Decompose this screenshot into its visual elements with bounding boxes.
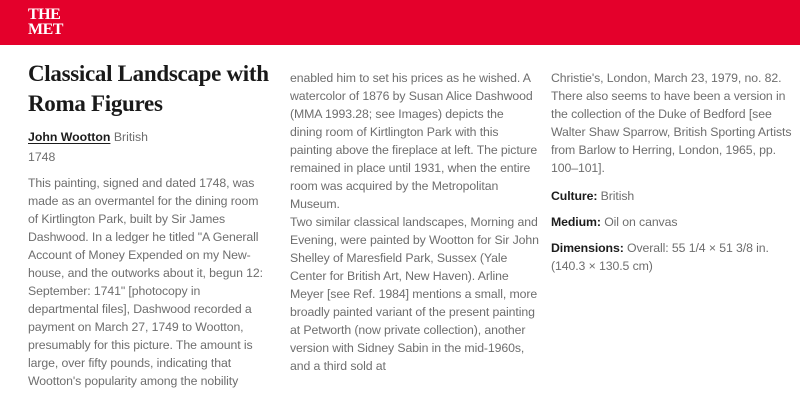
column-provenance-and-details — [551, 59, 799, 390]
description-paragraph: enabled him to set his prices as he wished. A watercolor of 1876 by Susan Alice Dashwood (MMA 1993.28; see Images) depicts the dining room of Kirtlington Park with this painting above the fireplace at left. The picture remained in place until 1931, when the entire room was acquired by the Metropolitan Museum. — [290, 71, 538, 211]
artwork-title-line-2: Roma Figures — [28, 91, 163, 116]
description-column-3 — [551, 69, 799, 177]
artist-row — [28, 128, 264, 146]
artwork-date: 1748 — [28, 150, 56, 164]
met-logo[interactable] — [28, 8, 63, 37]
culture-label: Culture: — [551, 189, 598, 203]
column-description-continued — [290, 59, 539, 390]
artist-nationality: British — [113, 130, 149, 144]
met-logo-line-2: MET — [28, 20, 63, 38]
description-paragraph: Two similar classical landscapes, Morning and Evening, were painted by Wootton for Sir John Shelley of Maresfield Park, Sussex (Yale Center for British Art, New Haven). Arline Meyer [see Ref. 1984] mentions a small, more broadly painted variant of the present painting at Petworth (now private collection), another version with Sidney Sabin in the mid-1960s, and a third sold at — [290, 215, 539, 373]
dimensions-field — [551, 239, 799, 275]
medium-value: Oil on canvas — [604, 215, 678, 229]
description-paragraph: This painting, signed and dated 1748, was made as an overmantel for the dining room of Kirtlington Park, built by Sir James Dashwood. In a ledger he titled "A Generall Account of Money Expended on my New-house, and the outworks about it, begun 12: September: 1741" [photocopy in departmental files], Dashwood recorded a payment on March 27, 1749 to Wootton, presumably for this picture. The amount is large, over fifty pounds, indicating that Wootton's popularity among the nobility — [28, 176, 263, 388]
medium-field — [551, 213, 799, 231]
culture-value: British — [600, 189, 635, 203]
artwork-title-line-1: Classical Landscape with — [28, 61, 269, 86]
met-header-banner — [0, 0, 800, 45]
dimensions-label: Dimensions: — [551, 241, 624, 255]
artwork-title — [28, 59, 269, 119]
medium-label: Medium: — [551, 215, 601, 229]
column-title-and-description — [28, 59, 269, 390]
description-paragraph: Christie's, London, March 23, 1979, no. 82. There also seems to have been a version in the collection of the Duke of Bedford [see Walter Shaw Sparrow, British Sporting Artists from Barlow to Herring, London, 1965, pp. 100–101]. — [551, 71, 792, 175]
culture-field — [551, 187, 799, 205]
dimensions-value: Overall: 55 1/4 × 51 3/8 in. (140.3 × 130.5 cm) — [551, 241, 769, 273]
artist-link[interactable]: John Wootton — [28, 130, 111, 144]
artwork-detail-content — [0, 45, 800, 390]
description-column-1 — [28, 174, 264, 390]
met-logo-line-1: THE — [28, 6, 61, 23]
